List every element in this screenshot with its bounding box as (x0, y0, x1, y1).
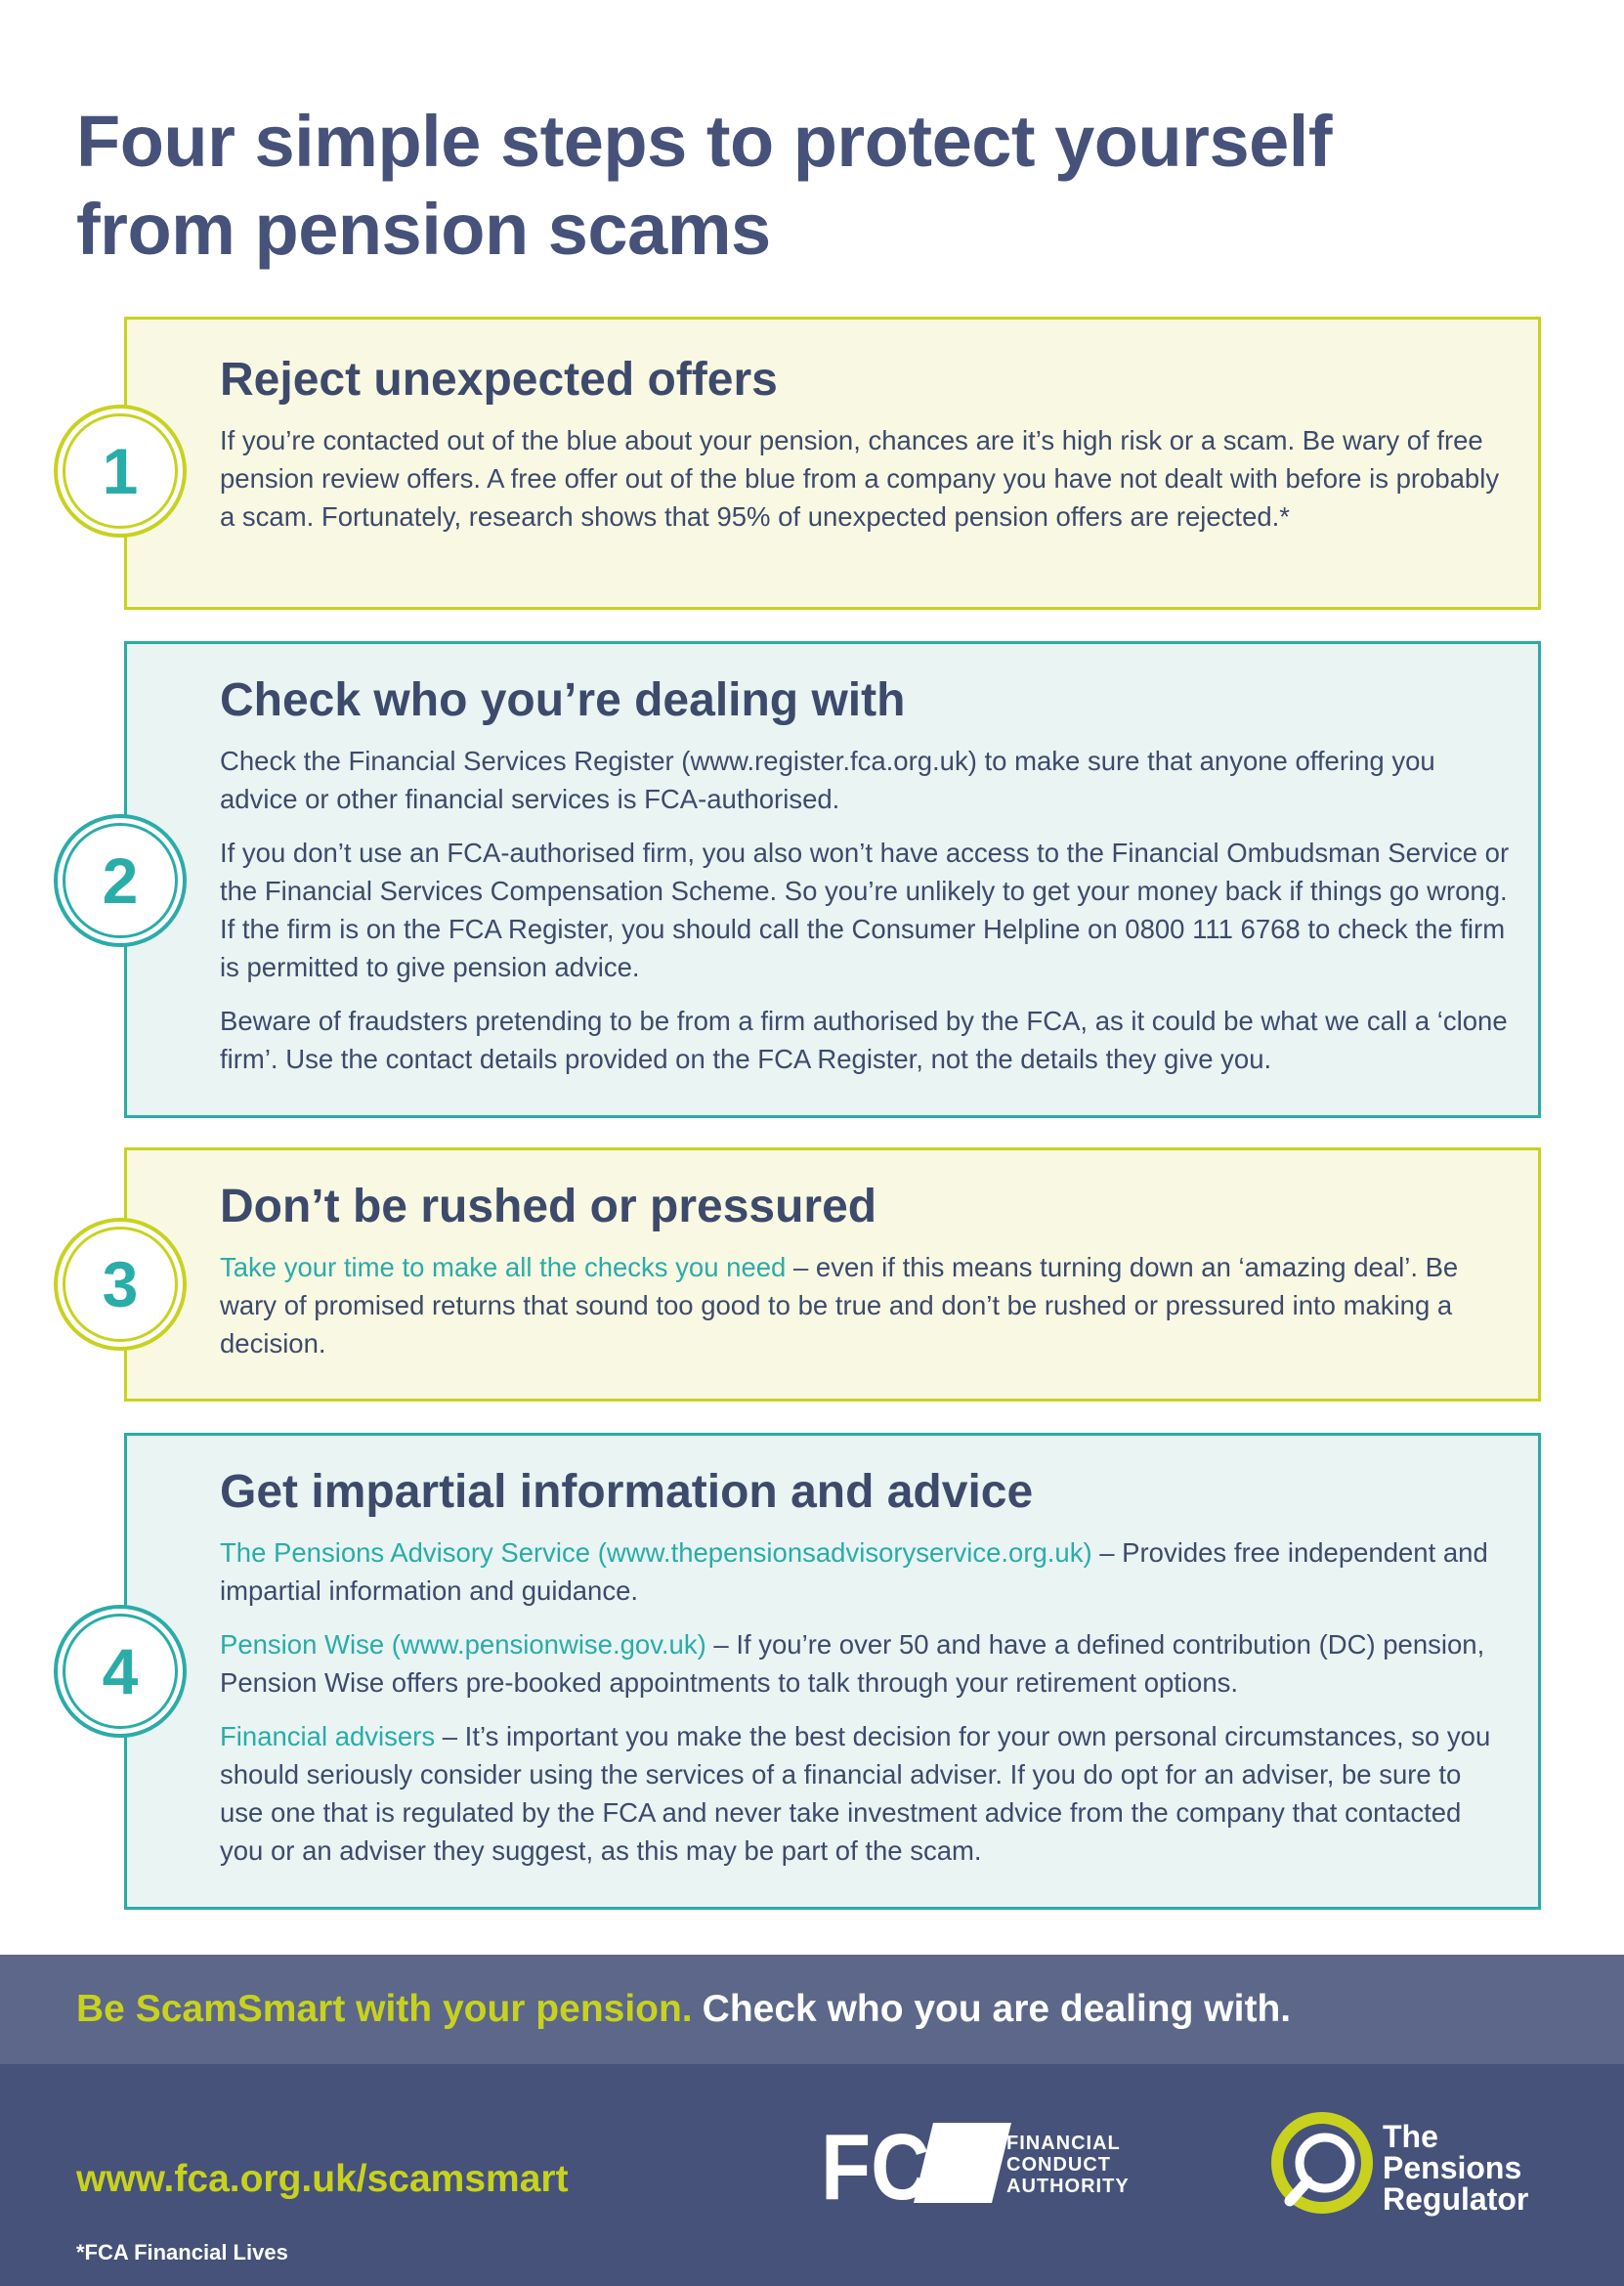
step-1-number: 1 (102, 435, 139, 507)
fca-logo-text: FCA (821, 2115, 989, 2211)
step-4-heading: Get impartial information and advice (220, 1466, 1034, 1518)
step-3-number-badge (54, 1218, 187, 1351)
step-2-number: 2 (102, 844, 139, 917)
fca-wordmark (1006, 2133, 1130, 2197)
pensions-regulator-logo (1268, 2109, 1384, 2224)
step-1-text: If you’re contacted out of the blue about your pension, chances are it’s high risk or a scam. Be wary of free pension review offers. A free offer out of the blue from a company you have not dealt with before is probably a scam. Fortunately, research shows that 95% of unexpected pension offers are rejected.* (220, 425, 1500, 532)
title-line-1: Four simple steps to protect yourself (76, 101, 1332, 182)
financial-advisers-label: Financial advisers (220, 1721, 436, 1751)
step-4-card (124, 1433, 1541, 1910)
step-3-text (220, 1248, 1511, 1362)
step-3-number: 3 (102, 1248, 139, 1320)
step-4-pension-wise-text (220, 1625, 1511, 1702)
banner-text: Check who you are dealing with. (702, 1988, 1292, 2030)
step-2-card (124, 641, 1541, 1118)
step-2-heading: Check who you’re dealing with (220, 674, 906, 726)
step-3-heading: Don’t be rushed or pressured (220, 1181, 877, 1232)
step-2-ombudsman-text: If you don’t use an FCA-authorised firm, you also won’t have access to the Financial Ombudsman Service or the Financial Services Compensation Scheme. So you’re unlikely to get your money back if things go wrong. If the firm is on the FCA Register, you should call the Consumer Helpline on 0800 111 6768 to check the firm is permitted to give pension advice. (220, 838, 1510, 982)
pensions-regulator-wordmark (1383, 2121, 1528, 2215)
step-1-heading: Reject unexpected offers (220, 354, 778, 406)
scamsmart-banner (0, 1955, 1624, 2064)
step-4-advisers-text (220, 1717, 1511, 1870)
step-2-clone-firm-text: Beware of fraudsters pretending to be from a firm authorised by the FCA, as it could be what we call a ‘clone firm’. Use the contact details provided on the FCA Register, not the details they give you. (220, 1006, 1508, 1074)
tpr-wordmark-line-2: Pensions (1383, 2150, 1522, 2185)
page-title (76, 98, 1522, 274)
fca-wordmark-line-2: CONDUCT (1006, 2154, 1111, 2176)
pension-wise-link-text: Pension Wise (www.pensionwise.gov.uk) (220, 1629, 706, 1660)
step-4-tpas-text (220, 1533, 1511, 1610)
title-line-2: from pension scams (76, 189, 771, 270)
tpas-link-text: The Pensions Advisory Service (www.thepensionsadvisoryservice.org.uk) (220, 1537, 1092, 1568)
step-3-highlight: Take your time to make all the checks you need (220, 1252, 787, 1282)
financial-advisers-description: – It’s important you make the best decision for your own personal circumstances, so you should seriously consider using the services of a financial adviser. If you do opt for an adviser, be sure to use one that is regulated by the FCA and never take investment advice from the company that contacted you or an adviser they suggest, as this may be part of the scam. (220, 1721, 1491, 1866)
step-4-number-badge (54, 1605, 187, 1738)
step-1-card (124, 317, 1541, 610)
scamsmart-url[interactable]: www.fca.org.uk/scamsmart (76, 2158, 569, 2200)
step-1-number-badge (54, 405, 187, 538)
footnote: *FCA Financial Lives (76, 2240, 288, 2264)
banner-highlight: Be ScamSmart with your pension. (76, 1988, 693, 2030)
step-2-register-text: Check the Financial Services Register (www.register.fca.org.uk) to make sure that anyone offering you advice or other financial services is FCA-authorised. (220, 746, 1435, 814)
tpas-description: – Provides free independent and impartial information and guidance. (220, 1537, 1488, 1606)
step-3-card (124, 1147, 1541, 1402)
fca-wordmark-line-1: FINANCIAL (1006, 2133, 1121, 2154)
tpr-wordmark-line-1: The (1383, 2119, 1438, 2154)
pension-wise-description: – If you’re over 50 and have a defined contribution (DC) pension, Pension Wise offers pre-booked appointments to talk through your retirement options. (220, 1629, 1485, 1698)
step-4-number: 4 (102, 1635, 139, 1707)
tpr-wordmark-line-3: Regulator (1383, 2181, 1529, 2217)
fca-wordmark-line-3: AUTHORITY (1006, 2176, 1130, 2197)
step-3-rest: – even if this means turning down an ‘amazing deal’. Be wary of promised returns that sound too good to be true and don’t be rushed or pressured into making a decision. (220, 1252, 1459, 1359)
footer (0, 2064, 1624, 2286)
step-2-number-badge (54, 814, 187, 947)
